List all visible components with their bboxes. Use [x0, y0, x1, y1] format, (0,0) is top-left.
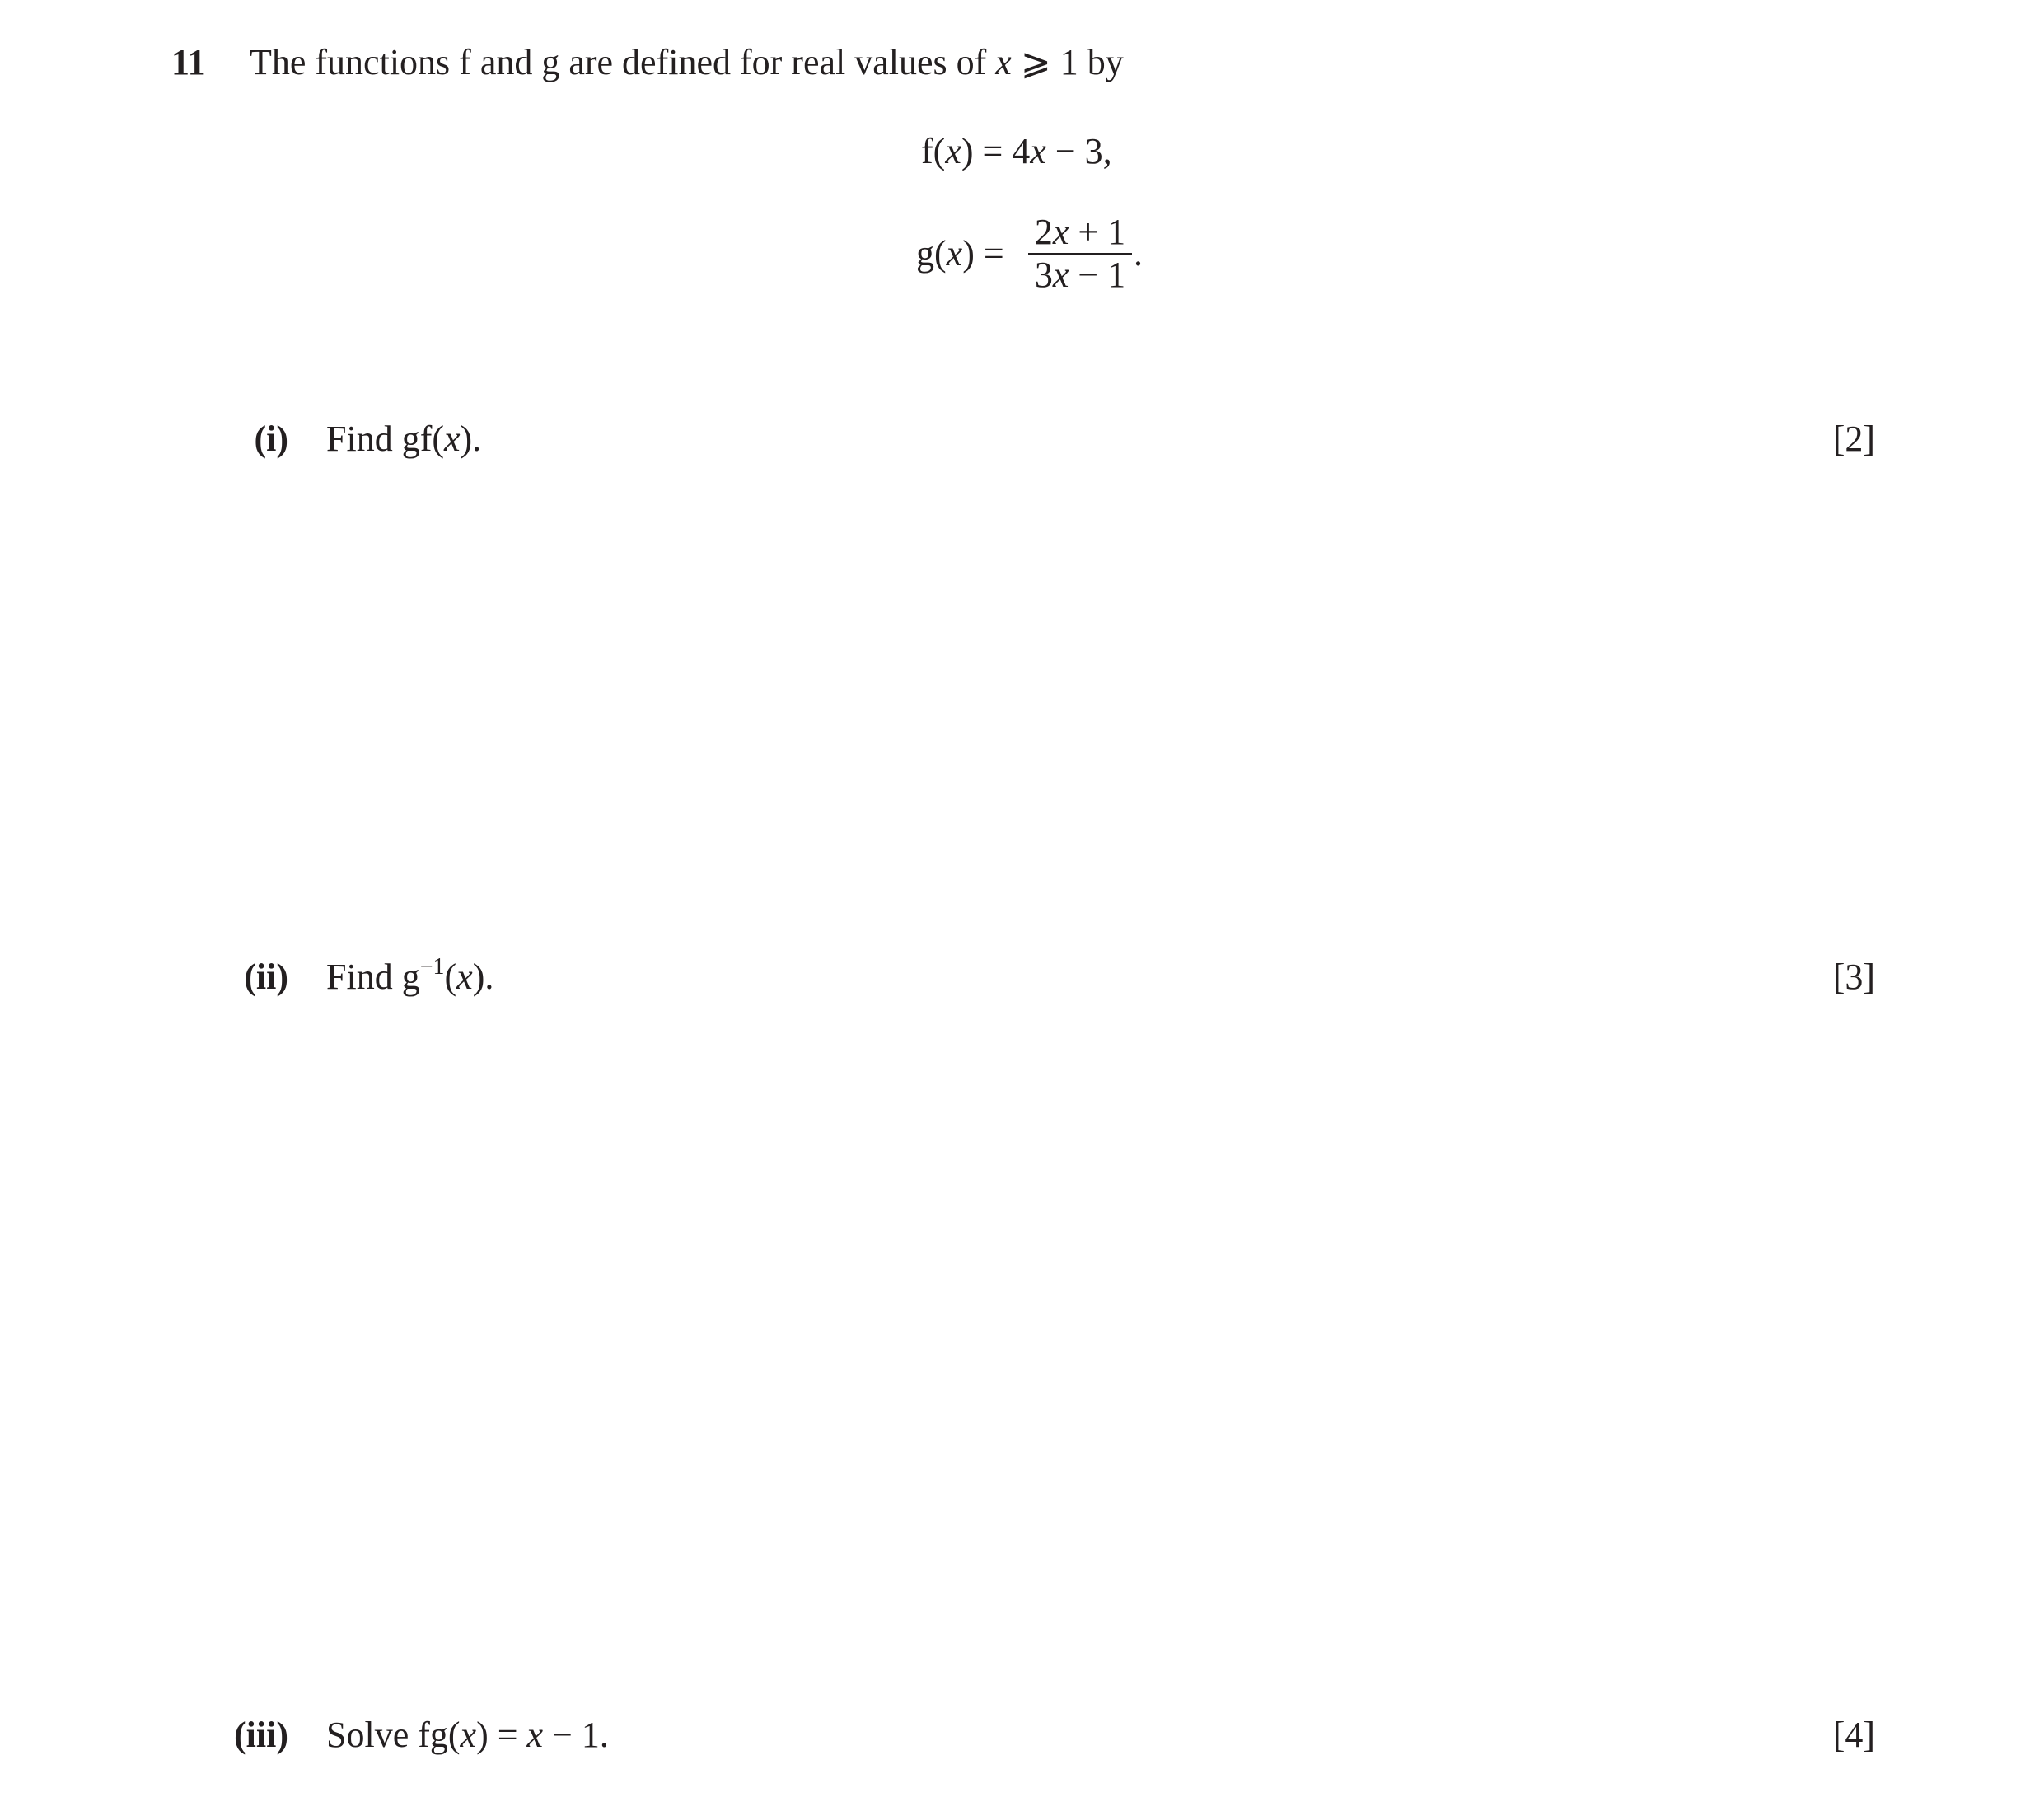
- g-num-prefix: 2: [1034, 212, 1053, 252]
- part-ii-prefix: Find g: [326, 957, 420, 997]
- stem-prefix: The functions f and g are defined for real values of: [250, 42, 987, 82]
- part-iii-var2: x: [526, 1715, 544, 1755]
- part-ii-label: (ii): [244, 957, 288, 997]
- stem-suffix: ⩾ 1 by: [1020, 42, 1124, 82]
- g-den-suffix: − 1: [1069, 255, 1126, 295]
- part-iii-marks: [4]: [1832, 1715, 1875, 1755]
- part-iii-suffix: − 1.: [543, 1715, 609, 1755]
- g-lhs: [916, 231, 1004, 277]
- g-denominator: [1028, 255, 1132, 295]
- g-lhs-prefix: g(: [916, 233, 947, 274]
- g-num-suffix: + 1: [1069, 212, 1126, 252]
- part-iii-var: x: [460, 1715, 477, 1755]
- f-lhs-var: x: [945, 131, 961, 171]
- g-den-var: x: [1052, 255, 1069, 295]
- part-ii-mid: (: [444, 957, 457, 997]
- part-ii-suffix: ).: [472, 957, 494, 997]
- part-iii-prefix: Solve fg(: [326, 1715, 461, 1755]
- f-definition: [921, 129, 1112, 175]
- part-iii-text: [326, 1712, 609, 1758]
- g-lhs-var: x: [946, 233, 963, 274]
- part-i-marks: [2]: [1832, 419, 1875, 459]
- g-fraction: [1028, 213, 1132, 295]
- stem-variable: x: [995, 42, 1012, 82]
- f-rhs-var: x: [1030, 131, 1046, 171]
- part-ii-marks: [3]: [1832, 957, 1875, 997]
- question-number: 11: [171, 42, 206, 82]
- g-lhs-suffix: ) =: [962, 233, 1004, 274]
- part-i-text: [326, 416, 481, 462]
- part-iii-label: (iii): [234, 1715, 288, 1755]
- question-stem: [250, 40, 1124, 86]
- part-ii-superscript: −1: [419, 954, 445, 980]
- part-ii-var: x: [456, 957, 473, 997]
- f-lhs-prefix: f(: [921, 131, 946, 171]
- g-den-prefix: 3: [1034, 255, 1053, 295]
- part-i-prefix: Find gf(: [326, 419, 444, 459]
- part-ii-text: [326, 954, 493, 1005]
- f-rhs-suffix: − 3,: [1045, 131, 1112, 171]
- f-lhs-suffix: ) = 4: [961, 131, 1031, 171]
- g-end-punctuation: .: [1134, 233, 1143, 274]
- g-num-var: x: [1052, 212, 1069, 252]
- part-i-suffix: ).: [460, 419, 482, 459]
- part-i-label: (i): [254, 419, 288, 459]
- part-iii-mid: ) =: [476, 1715, 527, 1755]
- g-numerator: [1028, 213, 1132, 252]
- part-i-var: x: [444, 419, 461, 459]
